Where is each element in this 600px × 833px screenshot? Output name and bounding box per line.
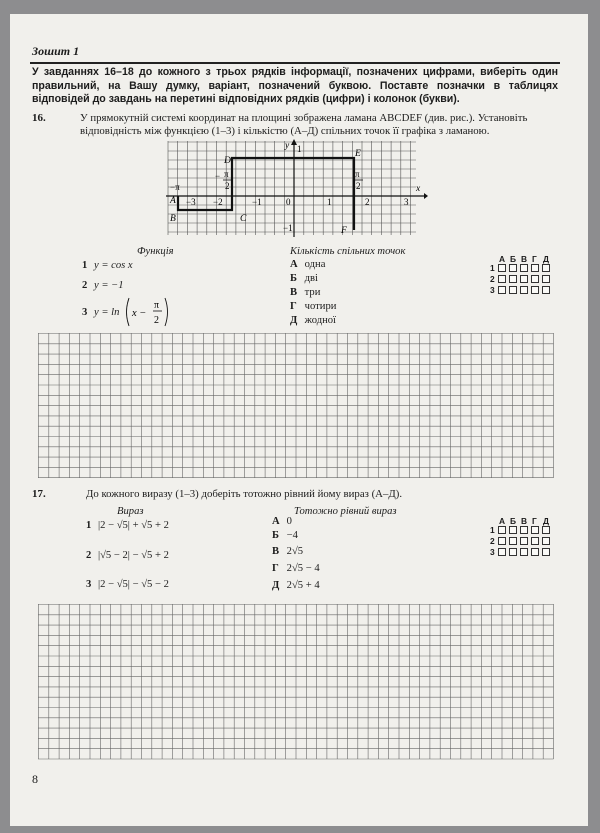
answer-column-header: Б (510, 516, 517, 526)
point-d-label: D (224, 156, 231, 166)
y-tick-minus-1: −1 (283, 223, 293, 233)
answer-checkbox[interactable] (498, 537, 506, 545)
answer-checkbox[interactable] (498, 286, 506, 294)
answer-row-label: 1 (490, 263, 495, 273)
answer-column-header: Д (543, 516, 549, 526)
answer-checkbox[interactable] (509, 548, 517, 556)
equal-option-d: Д 2√5 + 4 (272, 580, 320, 591)
answer-checkbox[interactable] (498, 526, 506, 534)
answer-checkbox[interactable] (509, 264, 517, 272)
answer-column-header: А (499, 254, 506, 264)
answer-checkbox[interactable] (531, 264, 539, 272)
tick-3: 3 (404, 197, 409, 207)
function-3: 3 y = ln (82, 307, 120, 318)
answer-checkbox[interactable] (542, 264, 550, 272)
y-tick-1: 1 (297, 144, 302, 154)
answer-row-label: 1 (490, 525, 495, 535)
task-16-text: У прямокутній системі координат на площині зображена ламана ABCDEF (див. рис.). Установіть відповідність між функцією (1–3) і кількістю (А–Д) спільних точок її графіка з ламаною. (80, 112, 528, 138)
equal-option-v: В 2√5 (272, 546, 304, 557)
expression-2: 2 |√5 − 2| − √5 + 2 (86, 550, 169, 561)
expressions-title: Вираз (117, 506, 144, 517)
task-17-number: 17. (32, 488, 46, 500)
svg-text:π: π (154, 300, 160, 311)
tick-1: 1 (327, 197, 332, 207)
answer-column-header: В (521, 254, 528, 264)
answer-checkbox[interactable] (520, 264, 528, 272)
answer-checkbox[interactable] (531, 275, 539, 283)
y-axis-label: y (285, 141, 290, 151)
page-number: 8 (32, 772, 38, 786)
answer-checkbox[interactable] (542, 537, 550, 545)
scratch-grid-16 (38, 333, 556, 479)
x-axis-label: x (416, 184, 421, 194)
answer-checkbox[interactable] (542, 526, 550, 534)
minus-pi-half-numerator: π (224, 169, 229, 179)
section-instructions: У завданнях 16–18 до кожного з трьох рядків інформації, позначених цифрами, виберіть один правильний, на Вашу думку, варіант, позначений буквою. Поставте позначки в таблицях відповідей до завдань на перетині відповідних рядків (цифри) і колонок (букви). (32, 66, 558, 106)
answer-column-header: Д (543, 254, 549, 264)
count-option-b: Б дві (290, 273, 318, 284)
point-b-label: B (170, 214, 176, 224)
answer-table-17 (488, 516, 558, 562)
answer-checkbox[interactable] (509, 286, 517, 294)
task-16-number: 16. (32, 112, 46, 124)
answer-row-label: 2 (490, 274, 495, 284)
equal-option-g: Г 2√5 − 4 (272, 563, 320, 574)
answer-checkbox[interactable] (531, 286, 539, 294)
answer-table-16 (488, 254, 558, 300)
answer-row-label: 3 (490, 285, 495, 295)
answer-checkbox[interactable] (520, 548, 528, 556)
functions-title: Функція (137, 246, 174, 257)
answer-row-label: 2 (490, 536, 495, 546)
equal-option-a: А 0 (272, 516, 292, 527)
count-option-a: А одна (290, 259, 326, 270)
answer-checkbox[interactable] (509, 526, 517, 534)
answer-column-header: Г (532, 516, 537, 526)
answer-column-header: А (499, 516, 506, 526)
origin-label: 0 (286, 197, 291, 207)
expression-3: 3 |2 − √5| − √5 − 2 (86, 579, 169, 590)
tick-2: 2 (365, 197, 370, 207)
answer-checkbox[interactable] (520, 286, 528, 294)
answer-checkbox[interactable] (498, 264, 506, 272)
count-option-g: Г чотири (290, 301, 337, 312)
answer-checkbox[interactable] (520, 526, 528, 534)
function-1: 1 y = cos x (82, 260, 133, 271)
answer-checkbox[interactable] (509, 537, 517, 545)
tick-minus-3: −3 (186, 197, 196, 207)
answer-checkbox[interactable] (531, 548, 539, 556)
count-option-d: Д жодної (290, 315, 337, 326)
pi-half-denominator: 2 (356, 181, 361, 191)
answer-column-header: Г (532, 254, 537, 264)
function-2: 2 y = −1 (82, 280, 124, 291)
expression-1: 1 |2 − √5| + √5 + 2 (86, 520, 169, 531)
answer-checkbox[interactable] (520, 537, 528, 545)
point-f-label: F (341, 226, 347, 236)
point-c-label: C (240, 214, 247, 224)
answer-checkbox[interactable] (498, 548, 506, 556)
point-e-label: E (355, 149, 361, 159)
function-3-argument (124, 296, 170, 328)
counts-title: Кількість спільних точок (290, 246, 406, 257)
answer-column-header: В (521, 516, 528, 526)
answer-checkbox[interactable] (542, 275, 550, 283)
count-option-v: В три (290, 287, 321, 298)
answer-checkbox[interactable] (531, 537, 539, 545)
task-17-text: До кожного виразу (1–3) доберіть тотожно рівний йому вираз (А–Д). (86, 488, 403, 500)
equal-option-b: Б −4 (272, 530, 298, 541)
minus-sign: − (215, 171, 221, 181)
notebook-title: Зошит 1 (32, 44, 80, 58)
answer-checkbox[interactable] (509, 275, 517, 283)
answer-column-header: Б (510, 254, 517, 264)
answer-checkbox[interactable] (531, 526, 539, 534)
tick-minus-1: −1 (252, 197, 262, 207)
svg-text:2: 2 (154, 315, 159, 326)
scratch-grid-17 (38, 604, 556, 766)
minus-pi-label: −π (170, 182, 180, 192)
equal-expressions-title: Тотожно рівний вираз (294, 506, 397, 517)
pi-half-numerator: π (355, 169, 360, 179)
point-a-label: A (170, 196, 176, 206)
polyline-graph (166, 139, 428, 237)
answer-checkbox[interactable] (542, 548, 550, 556)
answer-checkbox[interactable] (542, 286, 550, 294)
answer-checkbox[interactable] (498, 275, 506, 283)
answer-checkbox[interactable] (520, 275, 528, 283)
tick-minus-2: −2 (213, 197, 223, 207)
minus-pi-half-denominator: 2 (225, 181, 230, 191)
svg-text:x −: x − (132, 308, 147, 319)
header-divider (30, 62, 560, 64)
answer-row-label: 3 (490, 547, 495, 557)
